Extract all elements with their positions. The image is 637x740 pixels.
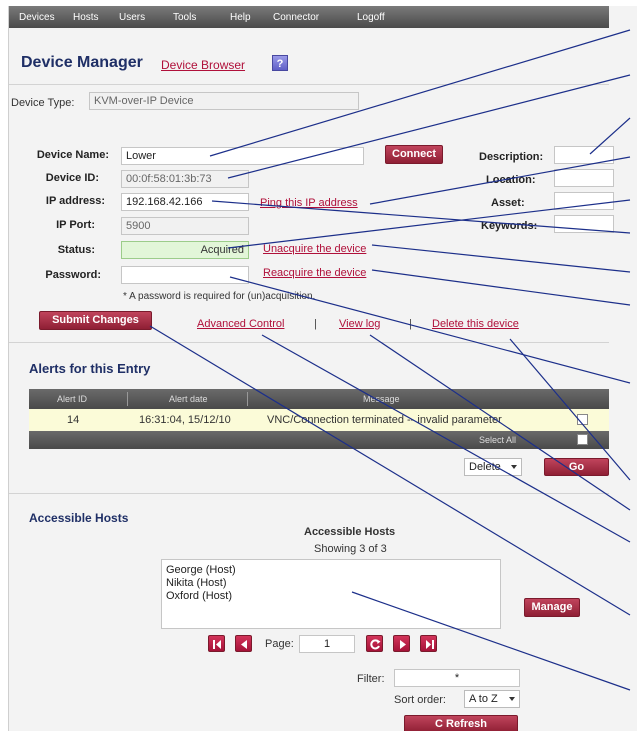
page-label: Page: — [265, 638, 294, 650]
alert-message-cell: VNC/Connection terminated -- invalid parameter — [267, 414, 502, 426]
alert-id-cell: 14 — [67, 414, 80, 426]
divider — [9, 84, 609, 85]
page-title: Device Manager — [21, 54, 143, 71]
alerts-table-footer — [29, 431, 609, 449]
first-page-icon — [209, 636, 226, 653]
menu-help[interactable]: Help — [230, 12, 251, 23]
menu-hosts[interactable]: Hosts — [73, 12, 99, 23]
menu-users[interactable]: Users — [119, 12, 146, 23]
filter-input[interactable]: * — [394, 669, 520, 687]
alerts-title: Alerts for this Entry — [29, 361, 151, 376]
alert-date-cell: 16:31:04, 15/12/10 — [139, 414, 231, 426]
bulk-action-select[interactable] — [464, 458, 522, 476]
prev-page-icon — [236, 636, 253, 653]
password-note: * A password is required for (un)acquisition. — [123, 291, 316, 302]
list-item[interactable]: George (Host) — [166, 564, 236, 576]
menu-tools[interactable]: Tools — [173, 12, 197, 23]
description-input[interactable] — [554, 146, 614, 164]
delete-device-link[interactable]: Delete this device — [432, 318, 519, 330]
select-all-label: Select All — [479, 435, 517, 445]
refresh-button[interactable]: C Refresh — [404, 715, 518, 731]
top-menu-bar — [9, 6, 609, 28]
last-page-button[interactable] — [420, 635, 437, 652]
column-divider — [247, 392, 248, 406]
col-message[interactable]: Message — [363, 394, 400, 404]
keywords-input[interactable] — [554, 215, 614, 233]
alerts-table-header — [29, 389, 609, 409]
ip-address-label: IP address: — [45, 195, 105, 207]
col-alert-date[interactable]: Alert date — [169, 394, 208, 404]
first-page-button[interactable] — [208, 635, 225, 652]
hosts-title: Accessible Hosts — [29, 511, 129, 525]
help-button[interactable]: ? — [272, 55, 288, 71]
password-input[interactable] — [121, 266, 249, 284]
sort-order-select[interactable] — [464, 690, 520, 708]
separator: | — [314, 318, 317, 330]
status-label: Status: — [57, 244, 95, 256]
location-label: Location: — [486, 174, 536, 186]
description-label: Description: — [479, 151, 544, 163]
status-field: Acquired — [121, 241, 249, 259]
device-browser-link[interactable]: Device Browser — [161, 58, 246, 72]
list-item[interactable]: Nikita (Host) — [166, 577, 227, 589]
menu-connector[interactable]: Connector — [273, 12, 320, 23]
device-name-input[interactable]: Lower — [121, 147, 364, 165]
table-row — [29, 409, 609, 431]
view-log-link[interactable]: View log — [339, 318, 381, 330]
ping-ip-link[interactable]: Ping this IP address — [260, 197, 358, 209]
next-page-button[interactable] — [393, 635, 410, 652]
divider — [9, 342, 609, 343]
asset-input[interactable] — [554, 192, 614, 210]
reacquire-device-link[interactable]: Reacquire the device — [263, 267, 367, 279]
menu-logoff[interactable]: Logoff — [357, 12, 385, 23]
col-alert-id[interactable]: Alert ID — [57, 394, 88, 404]
sort-order-label: Sort order: — [394, 694, 446, 706]
device-type-label: Device Type: — [11, 97, 75, 109]
chevron-down-icon — [509, 697, 515, 701]
filter-label: Filter: — [357, 673, 385, 685]
device-id-field: 00:0f:58:01:3b:73 — [121, 170, 249, 188]
list-item[interactable]: Oxford (Host) — [166, 590, 233, 602]
ip-port-label: IP Port: — [56, 219, 95, 231]
ip-port-field: 5900 — [121, 217, 249, 235]
last-page-icon — [421, 636, 438, 653]
go-button[interactable]: Go — [544, 458, 609, 476]
keywords-label: Keywords: — [481, 220, 538, 232]
bulk-action-value: Delete — [469, 461, 501, 473]
device-manager-window — [8, 6, 637, 731]
hosts-showing-count: Showing 3 of 3 — [314, 543, 387, 555]
location-input[interactable] — [554, 169, 614, 187]
connect-button[interactable]: Connect — [385, 145, 443, 164]
chevron-down-icon — [511, 465, 517, 469]
submit-changes-button[interactable]: Submit Changes — [39, 311, 152, 330]
hosts-list[interactable] — [161, 559, 501, 629]
page-number-input[interactable]: 1 — [299, 635, 355, 653]
separator: | — [409, 318, 412, 330]
reload-page-button[interactable] — [366, 635, 383, 652]
manage-button[interactable]: Manage — [524, 598, 580, 617]
next-page-icon — [394, 636, 411, 653]
advanced-control-link[interactable]: Advanced Control — [197, 318, 285, 330]
unacquire-device-link[interactable]: Unacquire the device — [263, 243, 367, 255]
refresh-icon — [367, 636, 384, 653]
hosts-panel-title: Accessible Hosts — [304, 526, 396, 538]
row-checkbox[interactable] — [577, 414, 588, 425]
device-name-label: Device Name: — [36, 149, 109, 161]
asset-label: Asset: — [491, 197, 525, 209]
ip-address-input[interactable]: 192.168.42.166 — [121, 193, 249, 211]
divider — [9, 493, 609, 494]
device-type-field: KVM-over-IP Device — [89, 92, 359, 110]
sort-order-value: A to Z — [469, 693, 498, 705]
column-divider — [127, 392, 128, 406]
menu-devices[interactable]: Devices — [19, 12, 55, 23]
prev-page-button[interactable] — [235, 635, 252, 652]
password-label: Password: — [45, 269, 101, 281]
device-id-label: Device ID: — [45, 172, 99, 184]
select-all-checkbox[interactable] — [577, 434, 588, 445]
